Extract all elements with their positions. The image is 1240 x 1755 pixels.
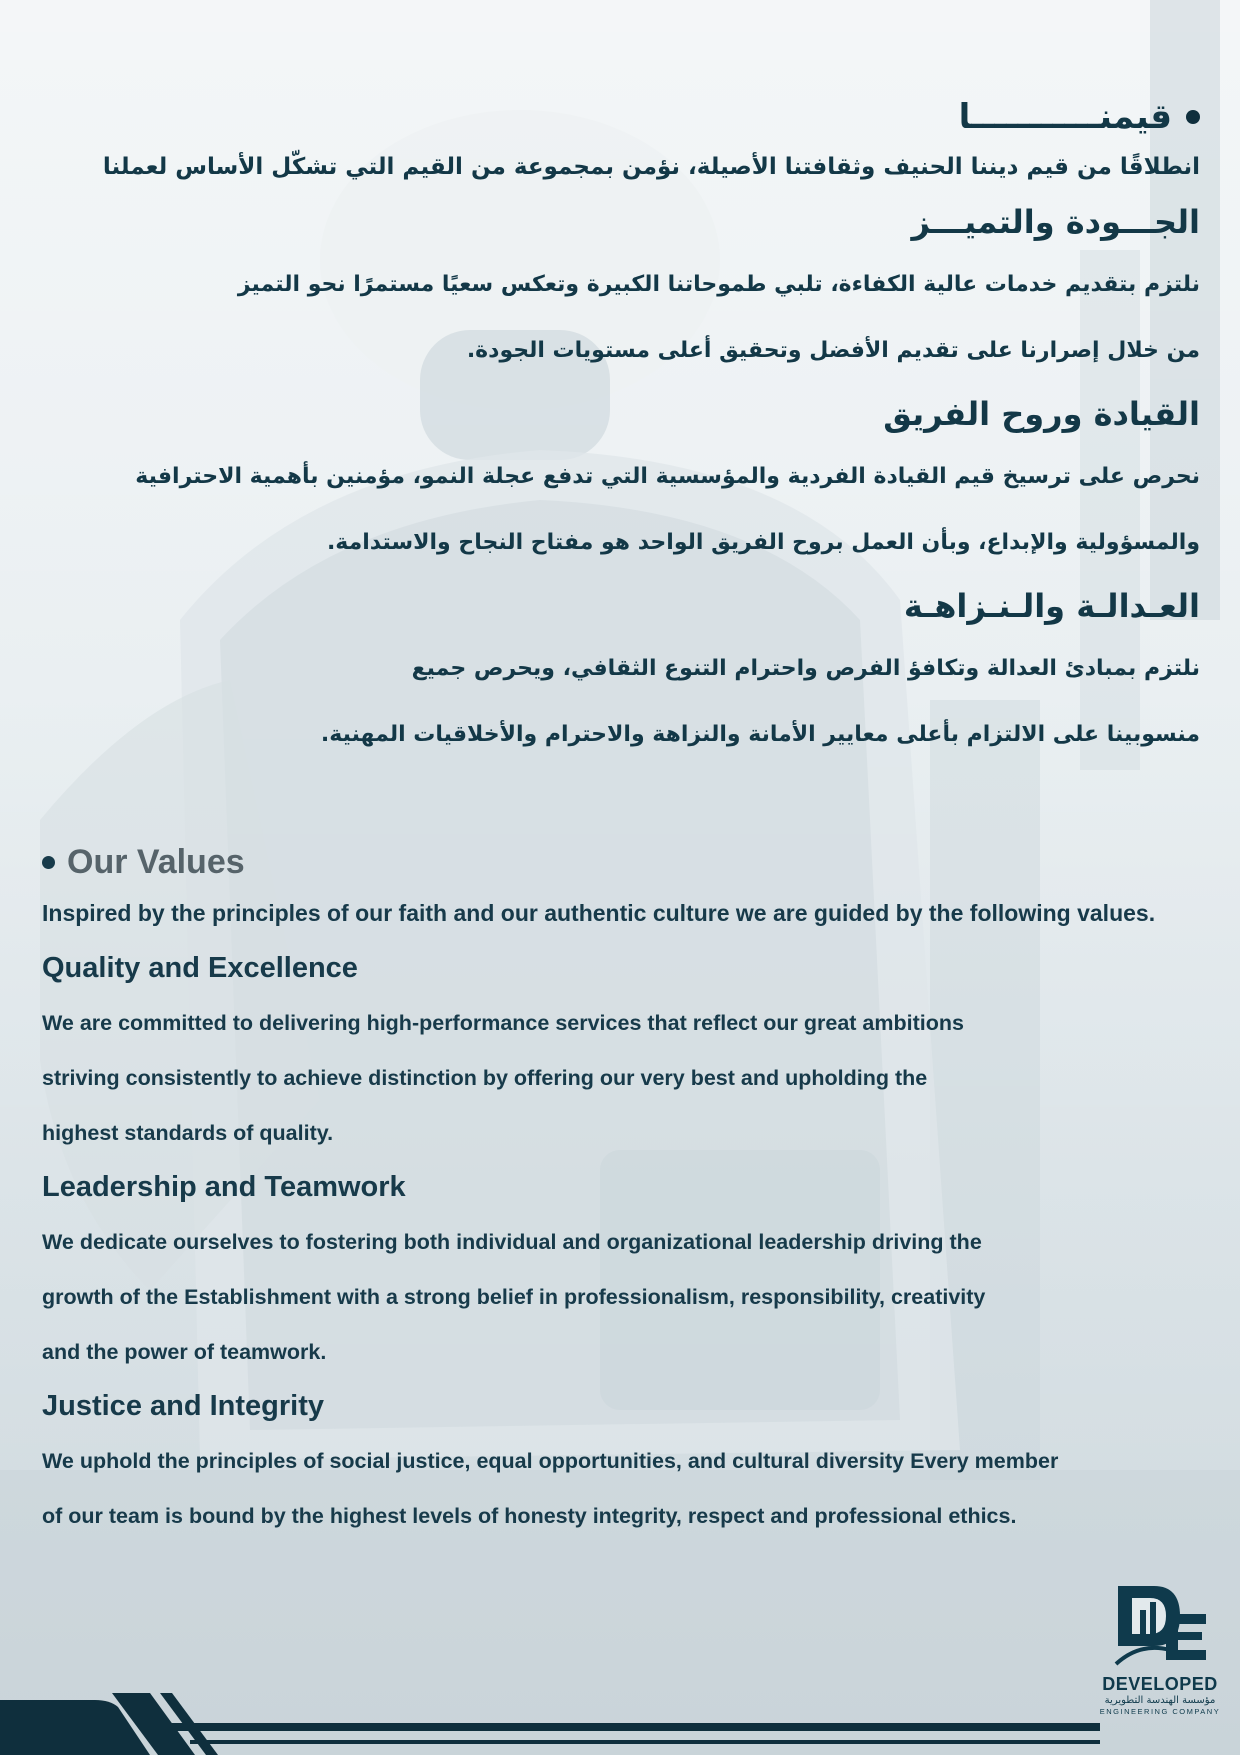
arabic-values-section xyxy=(20,92,1200,768)
bullet-icon xyxy=(42,856,55,869)
english-heading-leadership: Leadership and Teamwork xyxy=(42,1171,406,1203)
english-intro: Inspired by the principles of our faith and our authentic culture we are guided by the following values. xyxy=(42,900,1156,926)
arabic-paragraph-leadership xyxy=(20,444,1200,576)
arabic-heading-quality: الجـــودة والتميـــز xyxy=(911,203,1200,241)
text-line: highest standards of quality. xyxy=(42,1121,334,1145)
logo-mark-icon xyxy=(1110,1580,1210,1670)
text-line: منسوبينا على الالتزام بأعلى معايير الأمانة والنزاهة والاحترام والأخلاقيات المهنية. xyxy=(320,722,1200,747)
arabic-paragraph-quality xyxy=(20,252,1200,384)
logo-arabic-name: مؤسسة الهندسة التطويرية xyxy=(1104,1695,1216,1706)
logo-name: DEVELOPED xyxy=(1102,1674,1218,1694)
arabic-paragraph-justice xyxy=(20,636,1200,768)
arabic-heading-justice: العـدالـة والـنـزاهـة xyxy=(903,587,1200,625)
arabic-section-title xyxy=(20,92,1200,142)
text-line: striving consistently to achieve distinction by offering our very best and upholding the xyxy=(42,1066,928,1090)
arabic-title-text: قيمنـــــــــــا xyxy=(958,97,1172,137)
text-line: We are committed to delivering high-performance services that reflect our great ambitions xyxy=(42,1011,964,1035)
text-line: نحرص على ترسيخ قيم القيادة الفردية والمؤسسية التي تدفع عجلة النمو، مؤمنين بأهمية الاحترافية xyxy=(135,464,1200,489)
arabic-value-justice xyxy=(20,584,1200,768)
text-line: We dedicate ourselves to fostering both individual and organizational leadership driving the xyxy=(42,1230,982,1254)
english-value-quality xyxy=(42,948,1212,1161)
english-paragraph-justice xyxy=(42,1434,1212,1544)
arabic-heading-leadership: القيادة وروح الفريق xyxy=(883,395,1200,433)
english-section-title xyxy=(42,840,1212,884)
text-line: والمسؤولية والإبداع، وبأن العمل بروح الفريق الواحد هو مفتاح النجاح والاستدامة. xyxy=(326,530,1200,555)
company-logo xyxy=(1094,1580,1226,1717)
text-line: نلتزم بمبادئ العدالة وتكافؤ الفرص واحترام التنوع الثقافي، ويحرص جميع xyxy=(411,656,1200,681)
english-value-leadership xyxy=(42,1167,1212,1380)
text-line: growth of the Establishment with a strong belief in professionalism, responsibility, creativity xyxy=(42,1285,986,1309)
english-value-justice xyxy=(42,1386,1212,1544)
text-line: من خلال إصرارنا على تقديم الأفضل وتحقيق أعلى مستويات الجودة. xyxy=(466,338,1200,363)
arabic-value-leadership xyxy=(20,392,1200,576)
text-line: of our team is bound by the highest levels of honesty integrity, respect and professional ethics. xyxy=(42,1504,1017,1528)
english-values-section xyxy=(42,840,1212,1550)
arabic-intro: انطلاقًا من قيم ديننا الحنيف وثقافتنا الأصيلة، نؤمن بمجموعة من القيم التي تشكّل الأساس لعملنا xyxy=(102,154,1200,180)
english-heading-quality: Quality and Excellence xyxy=(42,952,358,984)
text-line: and the power of teamwork. xyxy=(42,1340,327,1364)
english-heading-justice: Justice and Integrity xyxy=(42,1390,325,1422)
bullet-icon xyxy=(1186,110,1200,124)
english-title-text: Our Values xyxy=(67,842,245,881)
english-paragraph-leadership xyxy=(42,1215,1212,1380)
text-line: We uphold the principles of social justice, equal opportunities, and cultural diversity Every member xyxy=(42,1449,1059,1473)
logo-subtitle: ENGINEERING COMPANY xyxy=(1099,1707,1221,1716)
arabic-value-quality xyxy=(20,200,1200,384)
text-line: نلتزم بتقديم خدمات عالية الكفاءة، تلبي طموحاتنا الكبيرة وتعكس سعيًا مستمرًا نحو التميز xyxy=(237,272,1200,297)
footer-stripes xyxy=(0,1645,1240,1755)
english-paragraph-quality xyxy=(42,996,1212,1161)
